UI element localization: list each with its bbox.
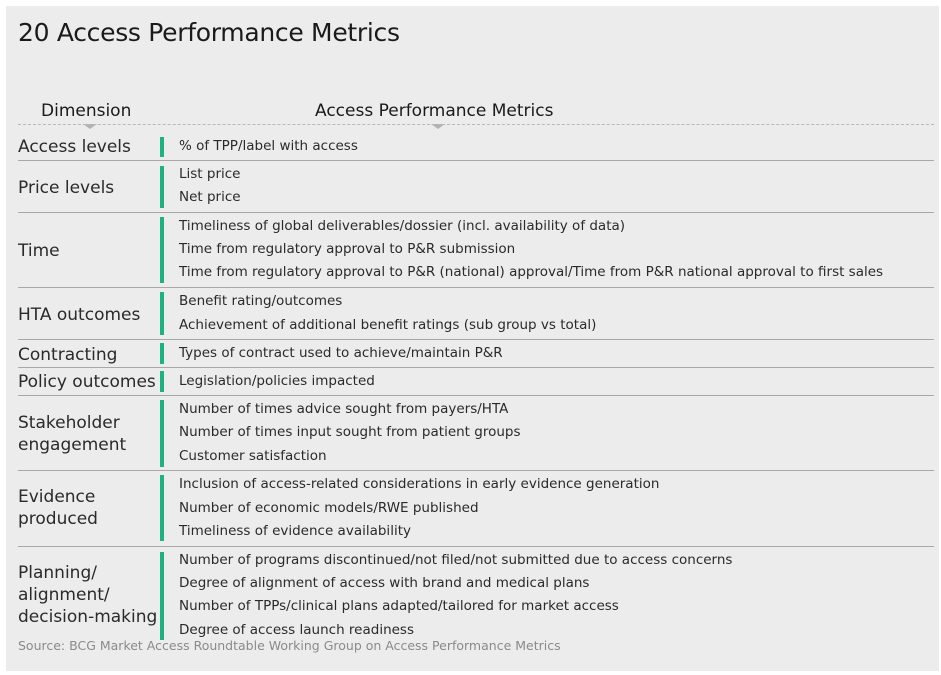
table-row (18, 340, 934, 368)
metric-item: Types of contract used to achieve/maintain P&R (179, 345, 503, 361)
metric-item: Time from regulatory approval to P&R submission (179, 241, 516, 257)
metric-item: Benefit rating/outcomes (179, 293, 343, 309)
metric-item: Inclusion of access-related considerations in early evidence generation (179, 476, 660, 492)
metric-item: Timeliness of global deliverables/dossier (incl. availability of data) (179, 218, 626, 234)
table-row (18, 288, 934, 340)
metric-item: Net price (179, 189, 241, 205)
metric-item: Achievement of additional benefit ratings (sub group vs total) (179, 317, 597, 333)
metric-item: Degree of access launch readiness (179, 622, 414, 638)
row-accent-bar (160, 371, 164, 392)
header-divider (18, 124, 934, 125)
table-row (18, 368, 934, 396)
metric-item: Number of economic models/RWE published (179, 500, 479, 516)
row-accent-bar (160, 137, 164, 157)
row-accent-bar (160, 343, 164, 364)
dimension-label: Access levels (18, 137, 131, 157)
dimension-label: Time (18, 241, 60, 261)
dimension-label: Contracting (18, 345, 118, 365)
row-accent-bar (160, 292, 164, 335)
metric-item: Number of times input sought from patient groups (179, 424, 521, 440)
metric-item: Number of programs discontinued/not filed/not submitted due to access concerns (179, 552, 733, 568)
dimension-label: HTA outcomes (18, 305, 141, 325)
dimension-label: Evidence produced (18, 487, 98, 529)
page-title: 20 Access Performance Metrics (18, 18, 400, 47)
table-row (18, 547, 934, 639)
dimension-label: Planning/ alignment/ decision-making (18, 563, 158, 627)
metric-item: Degree of alignment of access with brand and medical plans (179, 575, 590, 591)
row-accent-bar (160, 475, 164, 541)
metric-item: Timeliness of evidence availability (179, 523, 411, 539)
dimension-label: Price levels (18, 178, 115, 198)
row-accent-bar (160, 217, 164, 283)
dimension-label: Stakeholder engagement (18, 413, 127, 455)
metric-item: Legislation/policies impacted (179, 373, 375, 389)
source-note: Source: BCG Market Access Roundtable Working Group on Access Performance Metrics (18, 638, 561, 653)
metric-item: List price (179, 166, 241, 182)
metric-item: Number of times advice sought from payers/HTA (179, 401, 509, 417)
metric-item: Number of TPPs/clinical plans adapted/tailored for market access (179, 598, 619, 614)
metric-item: Time from regulatory approval to P&R (national) approval/Time from P&R national approval to first sales (179, 264, 884, 280)
dimension-label: Policy outcomes (18, 372, 156, 392)
metric-item: Customer satisfaction (179, 448, 327, 464)
table-row (18, 213, 934, 288)
metrics-header: Access Performance Metrics (315, 101, 554, 121)
dimension-header: Dimension (41, 101, 132, 121)
table-row (18, 131, 934, 161)
table-row (18, 161, 934, 213)
metric-item: % of TPP/label with access (179, 138, 358, 154)
row-accent-bar (160, 552, 164, 640)
table-row (18, 396, 934, 471)
row-accent-bar (160, 400, 164, 467)
table-row (18, 471, 934, 547)
row-accent-bar (160, 166, 164, 208)
